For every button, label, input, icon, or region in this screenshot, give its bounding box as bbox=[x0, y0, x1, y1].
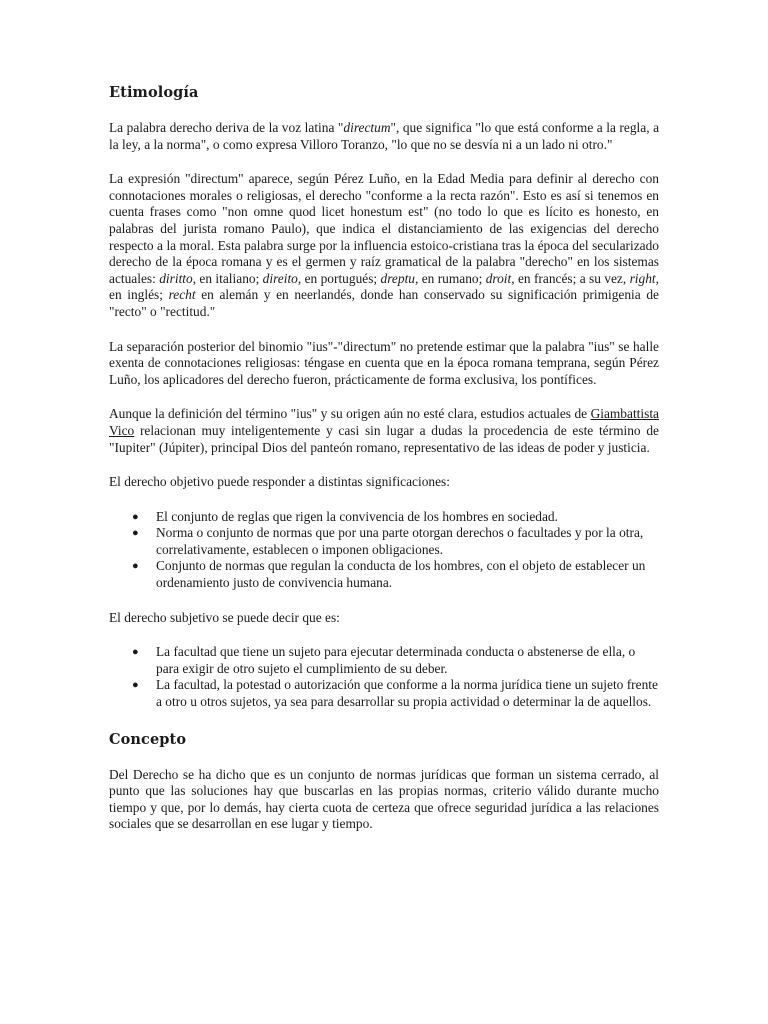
bullet-icon: ● bbox=[132, 560, 139, 573]
paragraph-concepto: Del Derecho se ha dicho que es un conjunto de normas jurídicas que forman un sistema cerrado, al punto que las soluciones hay que buscarlas en las propias normas, criterio válido durante mucho tiempo y que, por lo demás, hay cierta cuota de certeza que ofrece seguridad jurídica a las relaciones sociales que se desarrollan en ese lugar y tiempo. bbox=[109, 766, 659, 832]
bullet-icon: ● bbox=[132, 527, 139, 540]
italic-term: dreptu bbox=[380, 270, 415, 286]
paragraph-definicion-ius bbox=[109, 406, 659, 456]
text-segment: La expresión "directum" aparece, según Pérez Luño, en la Edad Media para definir al derecho con connotaciones morales o religiosas, el derecho "conforme a la recta razón". Esto es así si tenemos en cuenta frases como "non omne quod licet honestum est" (no todo lo que es lícito es honesto, en palabras del jurista romano Paulo), que indica el distanciamiento de las exigencias del derecho respecto a la moral. Esta palabra surge por la influencia estoico-cristiana tras la época del secularizado derecho de la época romana y es el germen y raíz gramatical de la palabra "derecho" en los sistemas actuales: bbox=[109, 171, 659, 286]
text-segment: , en francés; a su vez, bbox=[511, 270, 630, 286]
list-item-text: El conjunto de reglas que rigen la convivencia de los hombres en sociedad. bbox=[156, 508, 558, 524]
bullet-icon: ● bbox=[132, 646, 139, 659]
text-segment: Aunque la definición del término "ius" y su origen aún no esté clara, estudios actuales de bbox=[109, 406, 591, 422]
list-item-text: La facultad, la potestad o autorización que conforme a la norma jurídica tiene un sujeto frente a otro u otros sujetos, ya sea para desarrollar su propia actividad o determinar la de aquellos. bbox=[156, 677, 658, 710]
paragraph-expresion bbox=[109, 171, 659, 320]
bullet-icon: ● bbox=[132, 679, 139, 692]
text-segment: ", que significa "lo que está conforme a la regla, a la ley, a la norma", o como expresa Villoro Toranzo, "lo que no se desvía ni a un lado ni otro." bbox=[109, 120, 660, 152]
text-segment: , en inglés; bbox=[109, 270, 659, 303]
italic-term: droit bbox=[485, 270, 512, 286]
list-item bbox=[132, 644, 659, 677]
text-segment: en alemán y en neerlandés, donde han conservado su significación primigenia de "recto" o "rectitud." bbox=[109, 287, 659, 319]
heading-concepto: Concepto bbox=[109, 730, 187, 748]
text-segment: La palabra derecho deriva de la voz latina " bbox=[109, 120, 344, 135]
paragraph-directum bbox=[109, 120, 659, 153]
list-derecho-subjetivo bbox=[109, 644, 659, 710]
text-segment: , en italiano; bbox=[192, 270, 263, 286]
paragraph-derecho-subjetivo: El derecho subjetivo se puede decir que es: bbox=[109, 609, 340, 625]
italic-term: direito bbox=[262, 270, 298, 286]
text-segment: , en rumano; bbox=[414, 270, 486, 286]
list-derecho-objetivo bbox=[109, 509, 659, 592]
bullet-icon: ● bbox=[132, 510, 139, 523]
paragraph-derecho-objetivo: El derecho objetivo puede responder a distintas significaciones: bbox=[109, 474, 450, 490]
heading-etimologia: Etimología bbox=[109, 84, 199, 101]
list-item bbox=[132, 677, 659, 710]
list-item bbox=[132, 558, 659, 591]
italic-term: right bbox=[629, 270, 656, 286]
document-page bbox=[109, 84, 659, 851]
list-item-text: Conjunto de normas que regulan la conducta de los hombres, con el objeto de establecer un ordenamiento justo de convivencia humana. bbox=[156, 558, 646, 591]
list-item-text: Norma o conjunto de normas que por una parte otorgan derechos o facultades y por la otra, correlativamente, establecen o imponen obligaciones. bbox=[156, 525, 644, 557]
paragraph-separacion: La separación posterior del binomio "ius"-"directum" no pretende estimar que la palabra "ius" se halle exenta de connotaciones religiosas: téngase en cuenta que en la época romana temprana, según Pérez Luño, los aplicadores del derecho fueron, prácticamente de forma exclusiva, los pontífices. bbox=[109, 338, 659, 387]
italic-term: directum bbox=[343, 120, 391, 135]
text-segment: , en portugués; bbox=[297, 270, 381, 286]
text-segment: relacionan muy inteligentemente y casi sin lugar a dudas la procedencia de este término de "Iupiter" (Júpiter), principal Dios del panteón romano, representativo de las ideas de poder y justicia. bbox=[109, 422, 659, 455]
list-item bbox=[132, 525, 659, 558]
italic-term: recht bbox=[168, 287, 196, 303]
list-item-text: La facultad que tiene un sujeto para ejecutar determinada conducta o abstenerse de ella, o para exigir de otro sujeto el cumplimiento de su deber. bbox=[156, 644, 636, 676]
list-item bbox=[132, 508, 659, 526]
italic-term: diritto bbox=[159, 270, 193, 286]
link-giambattista-vico[interactable]: Giambattista Vico bbox=[109, 406, 659, 438]
